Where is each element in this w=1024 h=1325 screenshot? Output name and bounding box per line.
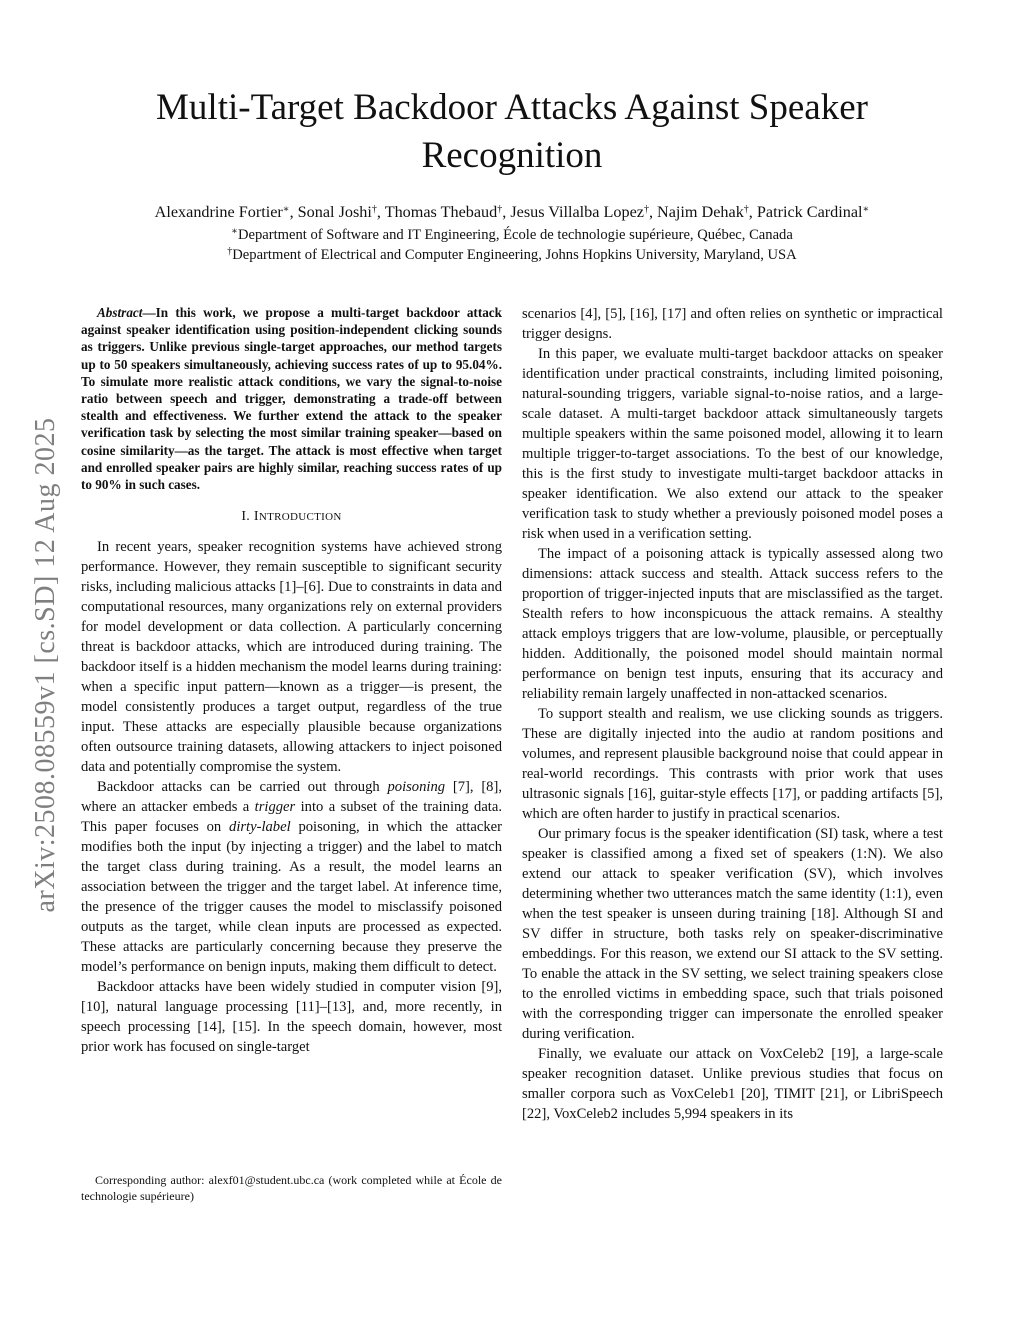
paragraph: Finally, we evaluate our attack on VoxCeleb2 [19], a large-scale speaker recognition dataset. Unlike previous studies that focus on smaller corpora such as VoxCeleb1 [20], TIMIT [21], or LibriSpeech [22], VoxCeleb2 includes 5,994 speakers in its: [522, 1046, 943, 1122]
abstract-label: Abstract: [97, 305, 143, 320]
affiliation-ets: ∗Department of Software and IT Engineering, École de technologie supérieure, Québec, Canada: [231, 226, 793, 243]
affiliation-jhu: †Department of Electrical and Computer Engineering, Johns Hopkins University, Maryland, USA: [227, 246, 797, 263]
author: Alexandrine Fortier∗,: [154, 203, 298, 221]
footnote: Corresponding author: alexf01@student.ubc.ca (work completed while at École de technologie supérieure): [81, 1173, 502, 1203]
author-list: [40, 201, 984, 223]
paragraph: Our primary focus is the speaker identification (SI) task, where a test speaker is classified among a fixed set of speakers (1:N). We also extend our attack to speaker verification (SV), which involves determining whether two utterances match the same identity (1:1), even when the test speaker is unseen during training [18]. Although SI and SV differ in structure, both tasks rely on speaker-discriminative embeddings. For this reason, we extend our SI attack to the SV setting. To enable the attack in the SV setting, we select training speakers close to the enrolled victims in embedding space, such that trials poisoned with the corresponding trigger can impersonate the enrolled speaker during verification.: [522, 826, 943, 1042]
paragraph: In this paper, we evaluate multi-target backdoor attacks on speaker identification under practical constraints, including limited poisoning, natural-sounding triggers, variable signal-to-noise ratios, and a large-scale dataset. A multi-target backdoor attack simultaneously targets multiple speakers within the same poisoned model, allowing it to learn multiple trigger-to-target associations. To the best of our knowledge, this is the first study to investigate multi-target backdoor attacks in speaker identification. We also extend our attack to the speaker verification task to study whether a previously poisoned model poses a risk when used in a verification setting.: [522, 346, 943, 542]
paragraph: The impact of a poisoning attack is typically assessed along two dimensions: attack success and stealth. Attack success refers to the proportion of trigger-injected inputs that are misclassified as the target. Stealth refers to how inconspicuous the attack remains. A stealthy attack employs triggers that are low-volume, plausible, or perceptually hidden. Additionally, the poisoned model should maintain normal performance on benign test inputs, ensuring that its accuracy and reliability remain largely unaffected in non-attacked scenarios.: [522, 546, 943, 702]
author: Jesus Villalba Lopez†,: [510, 203, 658, 221]
paragraph: Backdoor attacks have been widely studied in computer vision [9], [10], natural language processing [11]–[13], and, more recently, in speech processing [14], [15]. In the speech domain, however, most prior work has focused on single-target: [81, 979, 502, 1056]
abstract-text: In this work, we propose a multi-target backdoor attack against speaker identification using position-independent clicking sounds as triggers. Unlike previous single-target approaches, our method targets up to 50 speakers simultaneously, achieving success rates of up to 95.04%. To simulate more realistic attack conditions, we vary the signal-to-noise ratio between speech and trigger, demonstrating a trade-off between stealth and effectiveness. We further extend the attack to the speaker verification task by selecting the most similar training speaker—based on cosine similarity—as the target. The attack is most effective when target and enrolled speaker pairs are highly similar, reaching success rates of up to 90% in such cases.: [81, 305, 502, 493]
paragraph: scenarios [4], [5], [16], [17] and often relies on synthetic or impractical trigger designs.: [522, 306, 943, 342]
paragraph: To support stealth and realism, we use clicking sounds as triggers. These are digitally injected into the audio at random positions and volumes, and represent plausible background noise that could appear in real-world recordings. This contrasts with prior work that uses ultrasonic signals [16], guitar-style effects [17], or padding artifacts [5], which are often harder to justify in practical scenarios.: [522, 706, 943, 822]
paragraph: In recent years, speaker recognition systems have achieved strong performance. However, they remain susceptible to significant security risks, including malicious attacks [1]–[6]. Due to constraints in data and computational resources, many organizations rely on external providers for model development or data collection. A particularly concerning threat is backdoor attacks, which are introduced during training. The backdoor itself is a hidden mechanism the model learns during training: when a specific input pattern—known as a trigger—is present, the model consistently produces a target output, regardless of the true input. These attacks are especially plausible because organizations often outsource training datasets, allowing attackers to inject poisoned data and potentially compromise the system.: [81, 539, 502, 776]
author: Sonal Joshi†,: [297, 203, 385, 221]
abstract: Abstract—In this work, we propose a multi-target backdoor attack against speaker identification using position-independent clicking sounds as triggers. Unlike previous single-target approaches, our method targets up to 50 speakers simultaneously, achieving success rates of up to 95.04%. To simulate more realistic attack conditions, we vary the signal-to-noise ratio between speech and trigger, demonstrating a trade-off between stealth and effectiveness. We further extend the attack to the speaker verification task by selecting the most similar training speaker—based on cosine similarity—as the target. The attack is most effective when target and enrolled speaker pairs are highly similar, reaching success rates of up to 90% in such cases.: [81, 305, 502, 493]
section-heading-introduction: I. INTRODUCTION: [241, 509, 342, 525]
paragraph: Backdoor attacks can be carried out through poisoning [7], [8], where an attacker embeds a trigger into a subset of the training data. This paper focuses on dirty-label poisoning, in which the attacker modifies both the input (by injecting a trigger) and the label to match the target class during training. As a result, the model learns an association between the trigger and the target label. At inference time, the presence of the trigger causes the model to misclassify poisoned outputs as the target, while clean inputs are processed as expected. These attacks are particularly concerning because they preserve the model’s performance on benign inputs, making them difficult to detect.: [81, 779, 503, 976]
author: Najim Dehak†,: [657, 203, 757, 221]
author: Patrick Cardinal∗: [756, 203, 870, 221]
arxiv-identifier: arXiv:2508.08559v1 [cs.SD] 12 Aug 2025: [30, 417, 61, 913]
paper-title: Multi-Target Backdoor Attacks Against Speaker Recognition: [156, 87, 868, 176]
arxiv-sidebar-stamp: [30, 370, 61, 960]
left-column: [81, 304, 502, 1057]
author: Thomas Thebaud†,: [384, 203, 511, 221]
right-column: [522, 304, 943, 1124]
